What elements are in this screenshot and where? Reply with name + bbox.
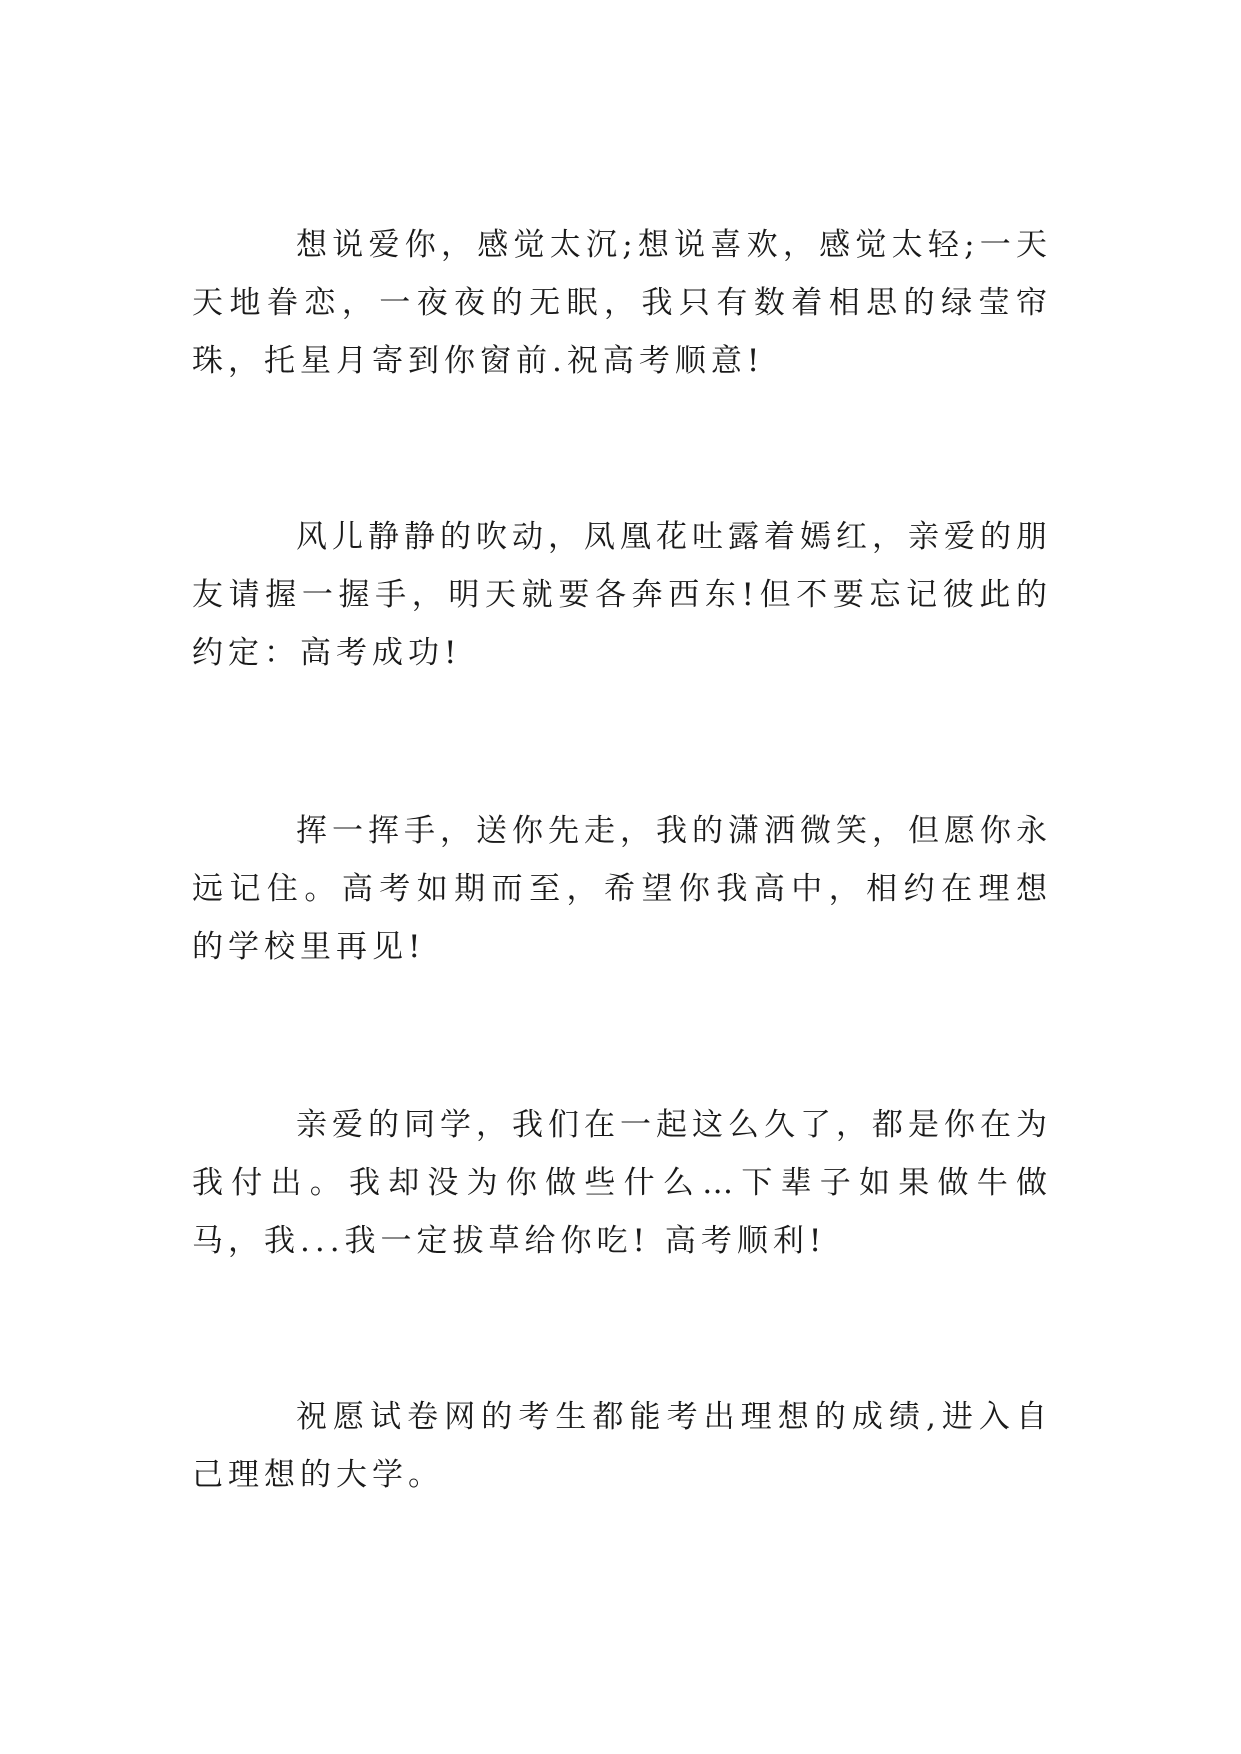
paragraph-4: 亲爱的同学，我们在一起这么久了，都是你在为我付出。我却没为你做些什么…下辈子如果做牛做马，我...我一定拔草给你吃! 高考顺利! — [192, 1107, 1052, 1259]
paragraph-1: 想说爱你，感觉太沉;想说喜欢，感觉太轻;一天天地眷恋，一夜夜的无眠，我只有数着相思的绿莹帘珠，托星月寄到你窗前.祝高考顺意! — [192, 227, 1052, 379]
paragraph-5: 祝愿试卷网的考生都能考出理想的成绩,进入自己理想的大学。 — [192, 1399, 1052, 1493]
paragraph-3: 挥一挥手，送你先走，我的潇洒微笑，但愿你永远记住。高考如期而至，希望你我高中，相约在理想的学校里再见! — [192, 813, 1052, 965]
paragraph-2: 风儿静静的吹动，凤凰花吐露着嫣红，亲爱的朋友请握一握手，明天就要各奔西东!但不要忘记彼此的约定：高考成功! — [192, 519, 1052, 671]
